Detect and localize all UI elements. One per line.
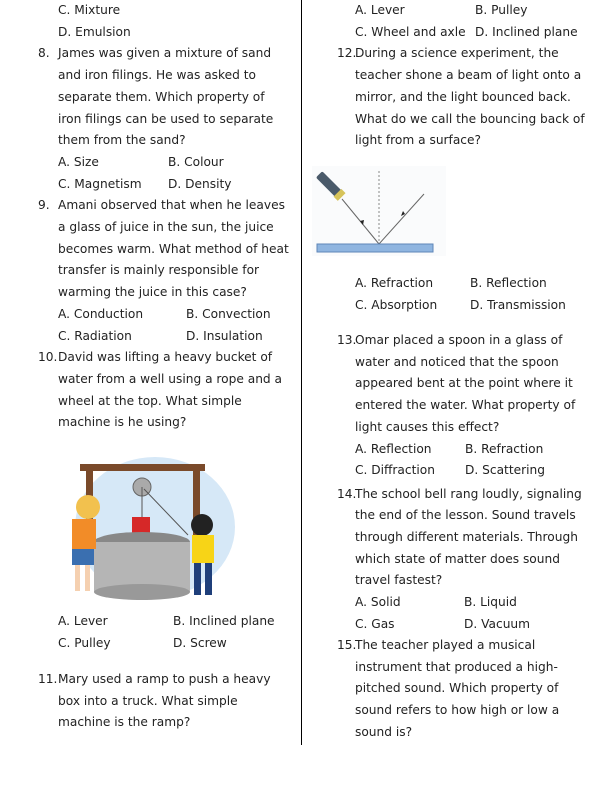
answer-option[interactable]: C. Absorption bbox=[355, 297, 438, 312]
question-text-line: Omar placed a spoon in a glass of bbox=[355, 333, 563, 347]
question-text-line: James was given a mixture of sand bbox=[58, 46, 272, 61]
question-text-line: the end of the lesson. Sound travels bbox=[355, 508, 576, 523]
answer-option[interactable]: C. Mixture bbox=[58, 3, 121, 17]
answer-option[interactable]: B. Pulley bbox=[475, 3, 528, 17]
answer-option[interactable]: A. Size bbox=[58, 154, 99, 169]
well-pulley-illustration bbox=[60, 447, 240, 605]
answer-option[interactable]: B. Colour bbox=[168, 154, 224, 169]
question-text-line: light from a surface? bbox=[355, 133, 481, 148]
question-text-line: instrument that produced a high- bbox=[355, 659, 558, 674]
question-text-line: through different materials. Through bbox=[355, 529, 578, 544]
question-text-line: mirror, and the light bounced back. bbox=[355, 89, 571, 104]
question-text-line: During a science experiment, the bbox=[355, 46, 559, 61]
question-number: 9. bbox=[38, 198, 50, 213]
question-number: 10. bbox=[38, 350, 58, 365]
answer-option[interactable]: B. Reflection bbox=[470, 276, 547, 290]
question-text-line: machine is the ramp? bbox=[58, 715, 191, 730]
question-text-line: water and noticed that the spoon bbox=[355, 354, 559, 369]
question-text-line: a glass of juice in the sun, the juice bbox=[58, 220, 274, 234]
question-text-line: The school bell rang loudly, signaling bbox=[355, 486, 582, 501]
question-text-line: and iron filings. He was asked to bbox=[58, 68, 256, 83]
question-text-line: sound refers to how high or low a bbox=[355, 703, 560, 718]
answer-option[interactable]: A. Lever bbox=[355, 3, 405, 17]
question-number: 13. bbox=[337, 333, 357, 347]
question-text-line: water from a well using a rope and a bbox=[58, 371, 283, 386]
answer-option[interactable]: D. Scattering bbox=[465, 463, 545, 478]
answer-option[interactable]: D. Screw bbox=[173, 635, 227, 650]
answer-option[interactable]: A. Conduction bbox=[58, 306, 144, 321]
answer-option[interactable]: A. Solid bbox=[355, 595, 401, 609]
answer-option[interactable]: D. Emulsion bbox=[58, 24, 131, 39]
question-text-line: iron filings can be used to separate bbox=[58, 111, 274, 126]
answer-option[interactable]: D. Density bbox=[168, 176, 232, 191]
question-text-line: entered the water. What property of bbox=[355, 398, 576, 413]
light-reflection-diagram bbox=[312, 166, 446, 256]
answer-option[interactable]: C. Magnetism bbox=[58, 176, 142, 191]
question-text-line: wheel at the top. What simple bbox=[58, 393, 242, 408]
question-text-line: transfer is mainly responsible for bbox=[58, 263, 260, 278]
question-number: 14. bbox=[337, 486, 357, 501]
answer-option[interactable]: B. Convection bbox=[186, 306, 271, 321]
answer-option[interactable]: A. Refraction bbox=[355, 276, 434, 290]
question-text-line: box into a truck. What simple bbox=[58, 693, 238, 708]
answer-option[interactable]: D. Vacuum bbox=[464, 616, 531, 631]
question-number: 12. bbox=[337, 46, 357, 61]
question-text-line: sound is? bbox=[355, 724, 413, 739]
question-text-line: What do we call the bouncing back of bbox=[355, 111, 585, 126]
question-text-line: travel fastest? bbox=[355, 573, 443, 588]
answer-option[interactable]: A. Reflection bbox=[355, 441, 432, 456]
question-text-line: Mary used a ramp to push a heavy bbox=[58, 672, 271, 686]
answer-option[interactable]: D. Inclined plane bbox=[475, 24, 578, 39]
answer-option[interactable]: B. Refraction bbox=[465, 441, 544, 456]
question-text-line: Amani observed that when he leaves bbox=[58, 198, 285, 213]
column-divider bbox=[301, 0, 302, 745]
answer-option[interactable]: B. Inclined plane bbox=[173, 614, 275, 628]
answer-option[interactable]: C. Gas bbox=[355, 616, 395, 631]
answer-option[interactable]: C. Diffraction bbox=[355, 463, 435, 478]
question-text-line: light causes this effect? bbox=[355, 419, 500, 434]
question-number: 15. bbox=[337, 638, 357, 652]
question-text-line: warming the juice in this case? bbox=[58, 285, 247, 300]
answer-option[interactable]: C. Radiation bbox=[58, 328, 132, 343]
question-text-line: separate them. Which property of bbox=[58, 89, 265, 104]
question-text-line: The teacher played a musical bbox=[355, 638, 536, 652]
answer-option[interactable]: C. Wheel and axle bbox=[355, 24, 466, 39]
question-text-line: machine is he using? bbox=[58, 415, 187, 430]
answer-option[interactable]: A. Lever bbox=[58, 614, 108, 628]
question-number: 11. bbox=[38, 672, 58, 686]
question-text-line: pitched sound. Which property of bbox=[355, 681, 559, 696]
question-text-line: teacher shone a beam of light onto a bbox=[355, 68, 582, 83]
question-text-line: becomes warm. What method of heat bbox=[58, 241, 289, 256]
question-number: 8. bbox=[38, 46, 50, 61]
answer-option[interactable]: D. Insulation bbox=[186, 328, 263, 343]
answer-option[interactable]: B. Liquid bbox=[464, 595, 517, 609]
question-text-line: them from the sand? bbox=[58, 133, 186, 148]
question-text-line: which state of matter does sound bbox=[355, 551, 560, 566]
answer-option[interactable]: C. Pulley bbox=[58, 635, 111, 650]
question-text-line: David was lifting a heavy bucket of bbox=[58, 350, 273, 365]
question-text-line: appeared bent at the point where it bbox=[355, 376, 573, 391]
answer-option[interactable]: D. Transmission bbox=[470, 297, 566, 312]
